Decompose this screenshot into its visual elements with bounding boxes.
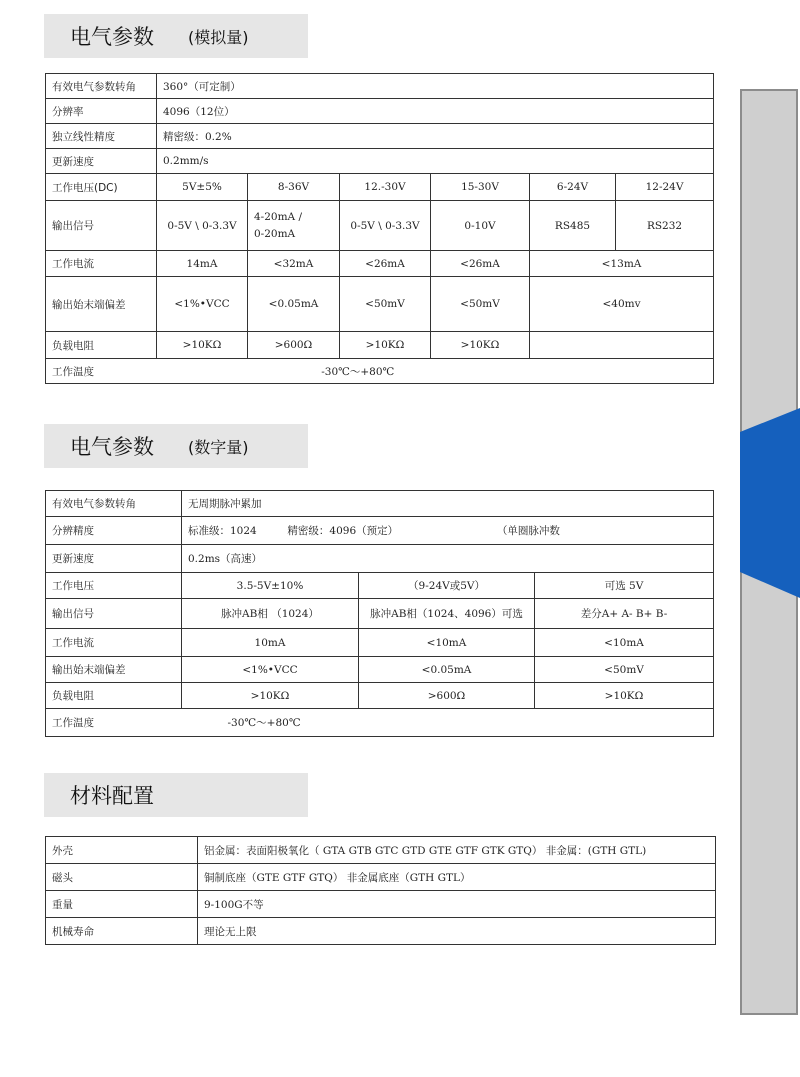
cell-value: 6-24V (530, 174, 616, 201)
cell-empty (530, 332, 714, 359)
cell-value: <10mA (535, 629, 714, 657)
analog-spec-table (45, 73, 714, 384)
cell-value: <1%•VCC (182, 657, 359, 683)
row-label: 独立线性精度 (46, 124, 157, 149)
digital-title: 电气参数 (70, 435, 154, 459)
cell-value: RS232 (616, 201, 714, 251)
table-row (46, 124, 714, 149)
table-row (46, 545, 714, 573)
cell-value: -30℃～+80℃ (182, 709, 714, 737)
cell-value: 可选 5V (535, 573, 714, 599)
analog-title: 电气参数 (70, 25, 154, 49)
row-label: 输出信号 (46, 599, 182, 629)
cell-value: （9-24V或5V） (359, 573, 535, 599)
table-row (46, 837, 716, 864)
cell-line: 4-20mA / (254, 210, 303, 223)
cell-value: 0-10V (431, 201, 530, 251)
cell-value: 脉冲AB相（1024、4096）可选 (359, 599, 535, 629)
resolution-precise: 精密级：4096（预定） (287, 525, 399, 537)
cell-value: <32mA (248, 251, 340, 277)
row-label: 有效电气参数转角 (46, 74, 157, 99)
cell-value: >10KΩ (535, 683, 714, 709)
row-label: 输出始末端偏差 (46, 657, 182, 683)
cell-value: >600Ω (248, 332, 340, 359)
row-label: 更新速度 (46, 545, 182, 573)
cell-value: <26mA (340, 251, 431, 277)
cell-value: <50mV (431, 277, 530, 332)
cell-value: 4096（12位） (157, 99, 714, 124)
row-label: 工作电压(DC) (46, 174, 157, 201)
cell-value: 铜制底座（GTE GTF GTQ） 非金属底座（GTH GTL） (198, 864, 716, 891)
cell-value (182, 517, 714, 545)
cell-value: <50mV (340, 277, 431, 332)
cell-value: <0.05mA (248, 277, 340, 332)
cell-value: -30℃～+80℃ (157, 359, 714, 384)
cell-value: <40mv (530, 277, 714, 332)
table-row (46, 359, 714, 384)
table-row (46, 517, 714, 545)
cell-value: 14mA (157, 251, 248, 277)
material-section-title (44, 773, 308, 817)
cell-value: 15-30V (431, 174, 530, 201)
blue-tab-decoration (740, 408, 800, 598)
cell-value: <26mA (431, 251, 530, 277)
table-row (46, 99, 714, 124)
cell-value: RS485 (530, 201, 616, 251)
cell-value: 精密级：0.2% (157, 124, 714, 149)
table-row (46, 74, 714, 99)
row-label: 外壳 (46, 837, 198, 864)
row-label: 重量 (46, 891, 198, 918)
row-label: 更新速度 (46, 149, 157, 174)
row-label: 输出始末端偏差 (46, 277, 157, 332)
cell-value (248, 201, 340, 251)
digital-section-title (44, 424, 308, 468)
cell-value: >10KΩ (182, 683, 359, 709)
cell-value: 9-100G不等 (198, 891, 716, 918)
material-spec-table (45, 836, 716, 945)
resolution-single-turn: （单圈脉冲数 (496, 525, 560, 537)
row-label: 负载电阻 (46, 683, 182, 709)
cell-value: 0.2mm/s (157, 149, 714, 174)
row-label: 有效电气参数转角 (46, 491, 182, 517)
resolution-standard: 标准级：1024 (188, 525, 257, 537)
row-label: 机械寿命 (46, 918, 198, 945)
table-row (46, 201, 714, 251)
row-label: 分辨率 (46, 99, 157, 124)
row-label: 工作温度 (46, 709, 182, 737)
table-row (46, 864, 716, 891)
cell-value: 0.2ms（高速） (182, 545, 714, 573)
material-title: 材料配置 (70, 784, 154, 808)
cell-value: 0-5V \ 0-3.3V (157, 201, 248, 251)
digital-spec-table (45, 490, 714, 737)
cell-value: >10KΩ (431, 332, 530, 359)
row-label: 工作电压 (46, 573, 182, 599)
table-row (46, 174, 714, 201)
row-label: 工作温度 (46, 359, 157, 384)
cell-value: 理论无上限 (198, 918, 716, 945)
cell-value: 脉冲AB相 （1024） (182, 599, 359, 629)
row-label: 磁头 (46, 864, 198, 891)
table-row (46, 891, 716, 918)
table-row (46, 629, 714, 657)
row-label: 工作电流 (46, 629, 182, 657)
cell-value: 差分A+ A- B+ B- (535, 599, 714, 629)
row-label: 分辨精度 (46, 517, 182, 545)
table-row (46, 599, 714, 629)
cell-value: 3.5-5V±10% (182, 573, 359, 599)
cell-line: 0-20mA (254, 227, 296, 240)
analog-section-title (44, 14, 308, 58)
cell-value: 无周期脉冲累加 (182, 491, 714, 517)
cell-value: >600Ω (359, 683, 535, 709)
table-row (46, 918, 716, 945)
cell-value: 8-36V (248, 174, 340, 201)
cell-value: <0.05mA (359, 657, 535, 683)
table-row (46, 657, 714, 683)
table-row (46, 709, 714, 737)
cell-value: <13mA (530, 251, 714, 277)
digital-subtitle: (数字量) (188, 437, 249, 457)
cell-value: <10mA (359, 629, 535, 657)
analog-subtitle: (模拟量) (188, 27, 249, 47)
row-label: 输出信号 (46, 201, 157, 251)
blue-tab-shape (740, 408, 800, 598)
cell-value: 360°（可定制） (157, 74, 714, 99)
cell-value: 12.-30V (340, 174, 431, 201)
table-row (46, 149, 714, 174)
row-label: 工作电流 (46, 251, 157, 277)
cell-value: >10KΩ (340, 332, 431, 359)
cell-value: <50mV (535, 657, 714, 683)
cell-value: 0-5V \ 0-3.3V (340, 201, 431, 251)
cell-value: <1%•VCC (157, 277, 248, 332)
table-row (46, 251, 714, 277)
cell-value: >10KΩ (157, 332, 248, 359)
table-row (46, 332, 714, 359)
table-row (46, 683, 714, 709)
cell-value: 铝金属：表面阳极氧化（ GTA GTB GTC GTD GTE GTF GTK GTQ） 非金属：(GTH GTL) (198, 837, 716, 864)
row-label: 负载电阻 (46, 332, 157, 359)
table-row (46, 573, 714, 599)
cell-value: 5V±5% (157, 174, 248, 201)
table-row (46, 277, 714, 332)
cell-value: 10mA (182, 629, 359, 657)
table-row (46, 491, 714, 517)
cell-value: 12-24V (616, 174, 714, 201)
